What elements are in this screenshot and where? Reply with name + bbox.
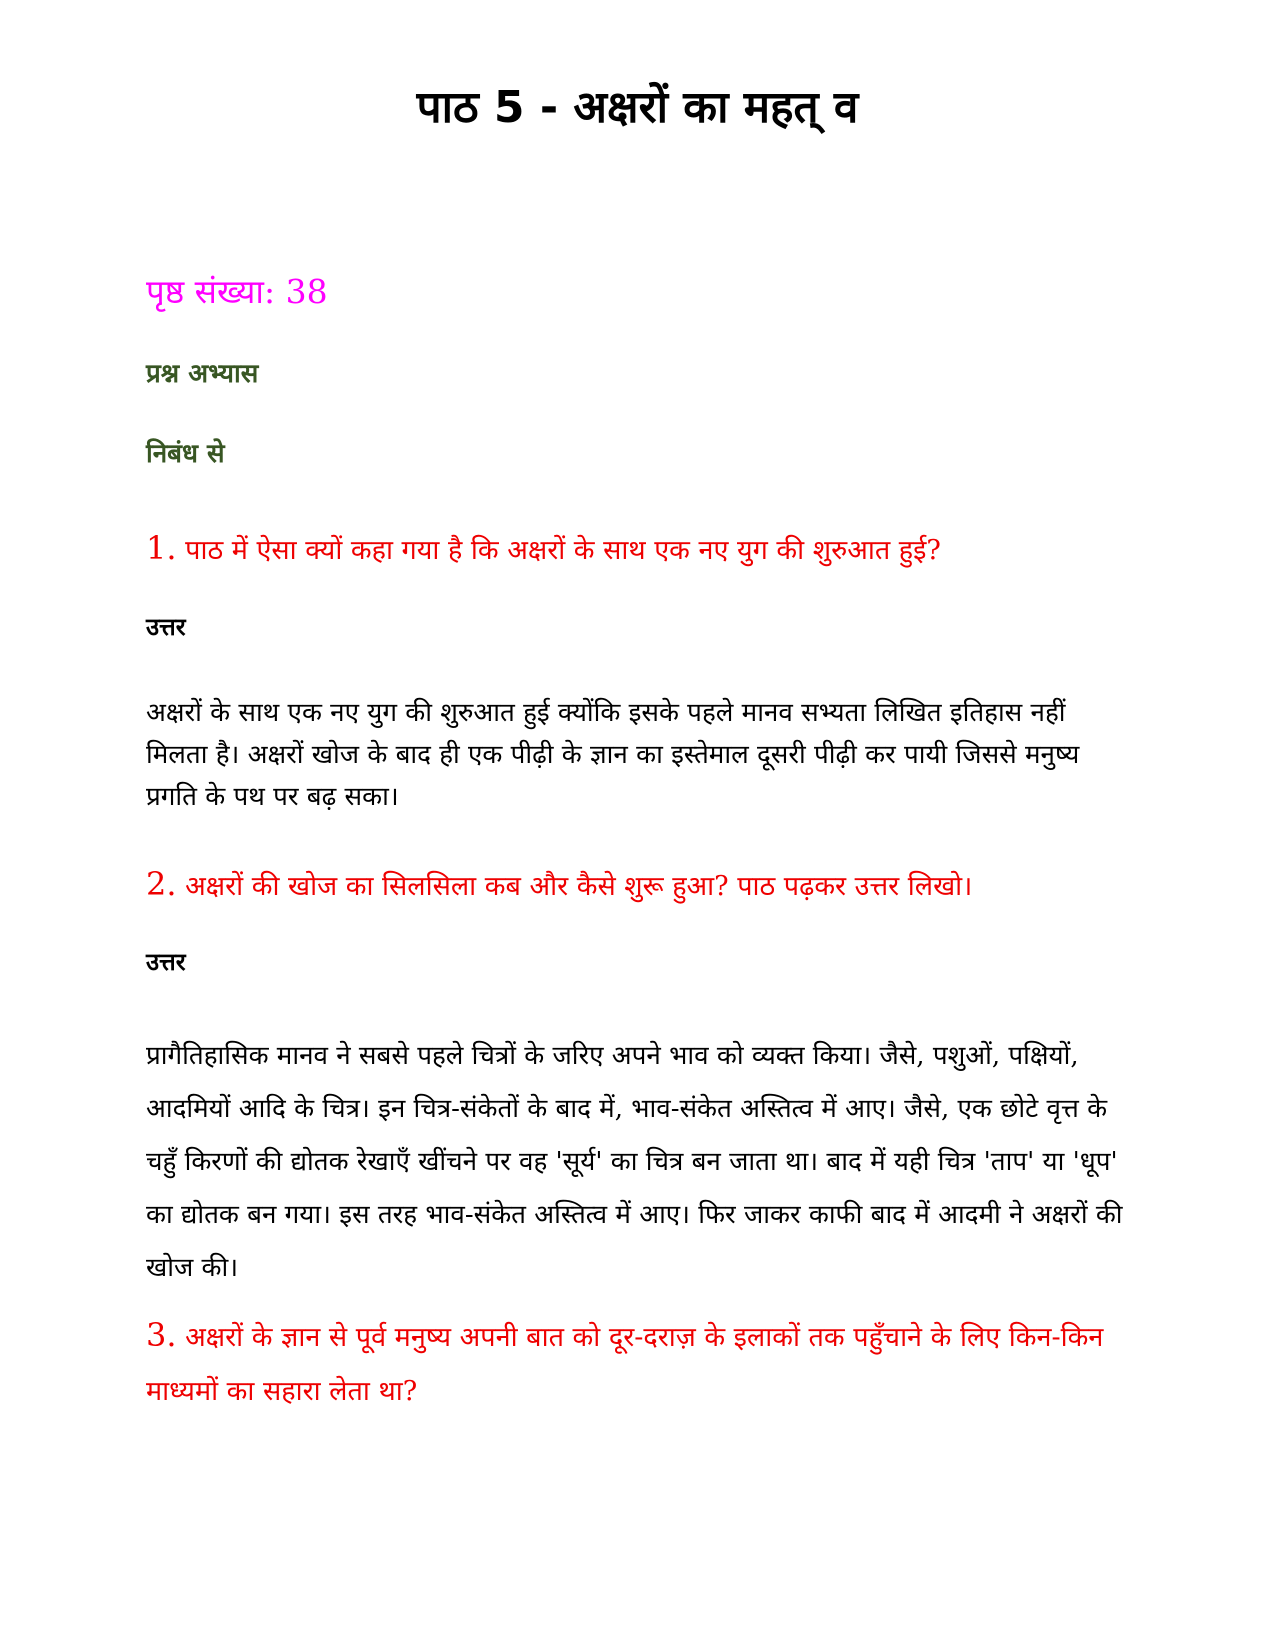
page-title: पाठ 5 - अक्षरों का महत् व — [416, 82, 859, 133]
question-3 — [146, 1308, 1146, 1419]
question-number: 2. — [146, 865, 177, 903]
answer-label-1: उत्तर — [146, 612, 186, 641]
question-number: 3. — [146, 1316, 177, 1354]
page-number-label: पृष्ठ संख्या: 38 — [146, 272, 328, 311]
answer-2: प्रागैतिहासिक मानव ने सबसे पहले चित्रों के जरिए अपने भाव को व्यक्त किया। जैसे, पशुओं, पक्षियों, आदमियों आदि के चित्र। इन चित्र-संकेतों के बाद में, भाव-संकेत अस्तित्व में आए। जैसे, एक छोटे वृत्त के चहुँ किरणों की द्योतक रेखाएँ खींचने पर वह 'सूर्य' का चित्र बन जाता था। बाद में यही चित्र 'ताप' या 'धूप' का द्योतक बन गया। इस तरह भाव-संकेत अस्तित्व में आए। फिर जाकर काफी बाद में आदमी ने अक्षरों की खोज की। — [146, 1041, 1123, 1283]
answer-label-2: उत्तर — [146, 947, 186, 976]
question-number: 1. — [146, 529, 177, 567]
section-heading-exercise: प्रश्न अभ्यास — [146, 359, 259, 389]
question-1 — [146, 524, 1146, 575]
question-text: अक्षरों की खोज का सिलसिला कब और कैसे शुरू हुआ? पाठ पढ़कर उत्तर लिखो। — [185, 871, 973, 902]
question-text: अक्षरों के ज्ञान से पूर्व मनुष्य अपनी बात को दूर-दराज़ के इलाकों तक पहुँचाने के लिए किन-किन माध्यमों का सहारा लेता था? — [146, 1322, 1104, 1407]
section-heading-from-essay: निबंध से — [146, 439, 225, 469]
question-2 — [146, 860, 1146, 911]
answer-1: अक्षरों के साथ एक नए युग की शुरुआत हुई क्योंकि इसके पहले मानव सभ्यता लिखित इतिहास नहीं मिलता है। अक्षरों खोज के बाद ही एक पीढ़ी के ज्ञान का इस्तेमाल दूसरी पीढ़ी कर पायी जिससे मनुष्य प्रगति के पथ पर बढ़ सका। — [146, 698, 1080, 812]
question-text: पाठ में ऐसा क्यों कहा गया है कि अक्षरों के साथ एक नए युग की शुरुआत हुई? — [185, 535, 941, 566]
